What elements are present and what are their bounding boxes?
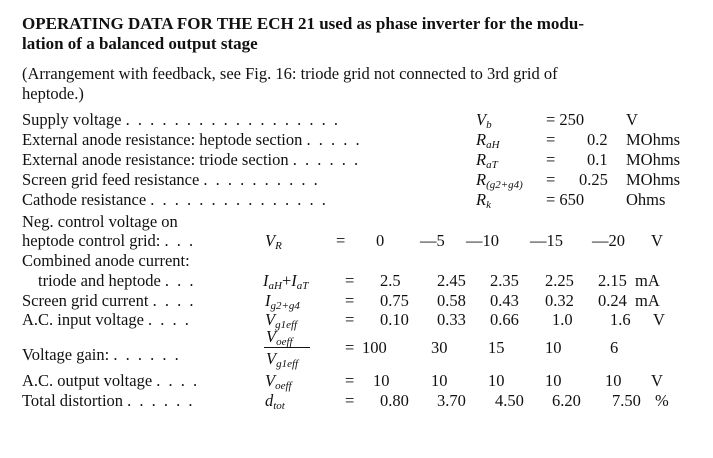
heptode-resistance-eq: = — [546, 130, 556, 149]
input-voltage-equals: = — [345, 310, 355, 329]
heptode-resistance-symbol: $R_{aH}$ — [476, 130, 500, 151]
screen-current-equals: = — [345, 291, 355, 310]
screen-current-value-2: 0.58 — [437, 291, 466, 310]
voltage-gain-value-2: 30 — [431, 338, 448, 357]
heptode-resistance-label: External anode resistance: heptode section . . . . . — [22, 130, 362, 149]
output-voltage-unit: V — [651, 371, 663, 390]
screen-feed-symbol: $R_{(g2+g4)}$ — [476, 170, 523, 191]
heptode-resistance-value: 0.2 — [587, 130, 608, 149]
combined-current-value-2: 2.45 — [437, 271, 466, 290]
supply-voltage-unit: V — [626, 110, 638, 129]
output-voltage-value-3: 10 — [488, 371, 505, 390]
neg-voltage-value-1: 0 — [376, 231, 385, 250]
neg-voltage-symbol: $V_R$ — [265, 231, 282, 252]
voltage-gain-value-5: 6 — [610, 338, 619, 357]
note-line-1: (Arrangement with feedback, see Fig. 16: triode grid not connected to 3rd grid of — [22, 64, 558, 83]
neg-voltage-label-2: heptode control grid: . . . — [22, 231, 196, 250]
input-voltage-value-3: 0.66 — [490, 310, 519, 329]
screen-feed-value: 0.25 — [579, 170, 608, 189]
output-voltage-value-4: 10 — [545, 371, 562, 390]
output-voltage-equals: = — [345, 371, 355, 390]
screen-current-value-5: 0.24 — [598, 291, 627, 310]
input-voltage-label: A.C. input voltage . . . . — [22, 310, 191, 329]
neg-voltage-value-4: —15 — [530, 231, 563, 250]
voltage-gain-denominator: $V_{g1eff}$ — [266, 349, 299, 370]
combined-current-symbol: $I_{aH}+I_{aT}$ — [263, 271, 309, 292]
input-voltage-value-5: 1.6 — [610, 310, 631, 329]
neg-voltage-value-5: —20 — [592, 231, 625, 250]
triode-resistance-unit: MOhms — [626, 150, 681, 169]
screen-current-value-3: 0.43 — [490, 291, 519, 310]
triode-resistance-eq: = — [546, 150, 556, 169]
cathode-resistance-unit: Ohms — [626, 190, 666, 209]
combined-current-label-1: Combined anode current: — [22, 251, 190, 270]
distortion-unit: % — [655, 391, 669, 410]
distortion-symbol: $d_{tot}$ — [265, 391, 285, 412]
neg-voltage-value-2: —5 — [420, 231, 445, 250]
combined-current-value-4: 2.25 — [545, 271, 574, 290]
supply-voltage-label: Supply voltage . . . . . . . . . . . . . . . . . . — [22, 110, 340, 129]
distortion-value-1: 0.80 — [380, 391, 409, 410]
combined-current-label-2: triode and heptode . . . — [38, 271, 196, 290]
screen-current-label: Screen grid current . . . . — [22, 291, 196, 310]
cathode-resistance-label: Cathode resistance . . . . . . . . . . . . . . . — [22, 190, 328, 209]
distortion-value-2: 3.70 — [437, 391, 466, 410]
title-line-2: lation of a balanced output stage — [22, 34, 258, 53]
combined-current-value-3: 2.35 — [490, 271, 519, 290]
combined-current-value-1: 2.5 — [380, 271, 401, 290]
voltage-gain-numerator: $V_{oeff}$ — [266, 327, 293, 348]
input-voltage-value-4: 1.0 — [552, 310, 573, 329]
supply-voltage-symbol: $V_b$ — [476, 110, 492, 131]
cathode-resistance-symbol: $R_k$ — [476, 190, 491, 211]
output-voltage-symbol: $V_{oeff}$ — [265, 371, 292, 392]
distortion-label: Total distortion . . . . . . — [22, 391, 195, 410]
neg-voltage-label-1: Neg. control voltage on — [22, 212, 178, 231]
voltage-gain-equals: = — [345, 338, 355, 357]
cathode-resistance-value: = 650 — [546, 190, 585, 209]
triode-resistance-value: 0.1 — [587, 150, 608, 169]
output-voltage-value-5: 10 — [605, 371, 622, 390]
output-voltage-value-2: 10 — [431, 371, 448, 390]
input-voltage-value-2: 0.33 — [437, 310, 466, 329]
screen-current-symbol: $I_{g2+g4}$ — [265, 291, 300, 312]
combined-current-equals: = — [345, 271, 355, 290]
neg-voltage-unit: V — [651, 231, 663, 250]
heptode-resistance-unit: MOhms — [626, 130, 681, 149]
input-voltage-unit: V — [653, 310, 665, 329]
voltage-gain-value-1: 100 — [362, 338, 387, 357]
neg-voltage-value-3: —10 — [466, 231, 499, 250]
output-voltage-label: A.C. output voltage . . . . — [22, 371, 200, 390]
combined-current-value-5: 2.15 — [598, 271, 627, 290]
voltage-gain-value-4: 10 — [545, 338, 562, 357]
combined-current-unit: mA — [635, 271, 660, 290]
neg-voltage-equals: = — [336, 231, 346, 250]
title-line-1: OPERATING DATA FOR THE ECH 21 used as phase inverter for the modu- — [22, 14, 584, 33]
screen-current-unit: mA — [635, 291, 660, 310]
voltage-gain-fraction-bar — [264, 347, 310, 348]
input-voltage-value-1: 0.10 — [380, 310, 409, 329]
triode-resistance-symbol: $R_{aT}$ — [476, 150, 498, 171]
screen-feed-unit: MOhms — [626, 170, 681, 189]
screen-current-value-4: 0.32 — [545, 291, 574, 310]
output-voltage-value-1: 10 — [373, 371, 390, 390]
distortion-value-4: 6.20 — [552, 391, 581, 410]
triode-resistance-label: External anode resistance: triode section . . . . . . — [22, 150, 361, 169]
voltage-gain-value-3: 15 — [488, 338, 505, 357]
distortion-value-5: 7.50 — [612, 391, 641, 410]
screen-current-value-1: 0.75 — [380, 291, 409, 310]
voltage-gain-label: Voltage gain: . . . . . . — [22, 345, 181, 364]
distortion-equals: = — [345, 391, 355, 410]
input-voltage-symbol: $V_{g1eff}$ — [265, 310, 298, 331]
supply-voltage-value: = 250 — [546, 110, 585, 129]
distortion-value-3: 4.50 — [495, 391, 524, 410]
screen-feed-label: Screen grid feed resistance . . . . . . . . . . — [22, 170, 320, 189]
screen-feed-eq: = — [546, 170, 556, 189]
note-line-2: heptode.) — [22, 84, 84, 103]
